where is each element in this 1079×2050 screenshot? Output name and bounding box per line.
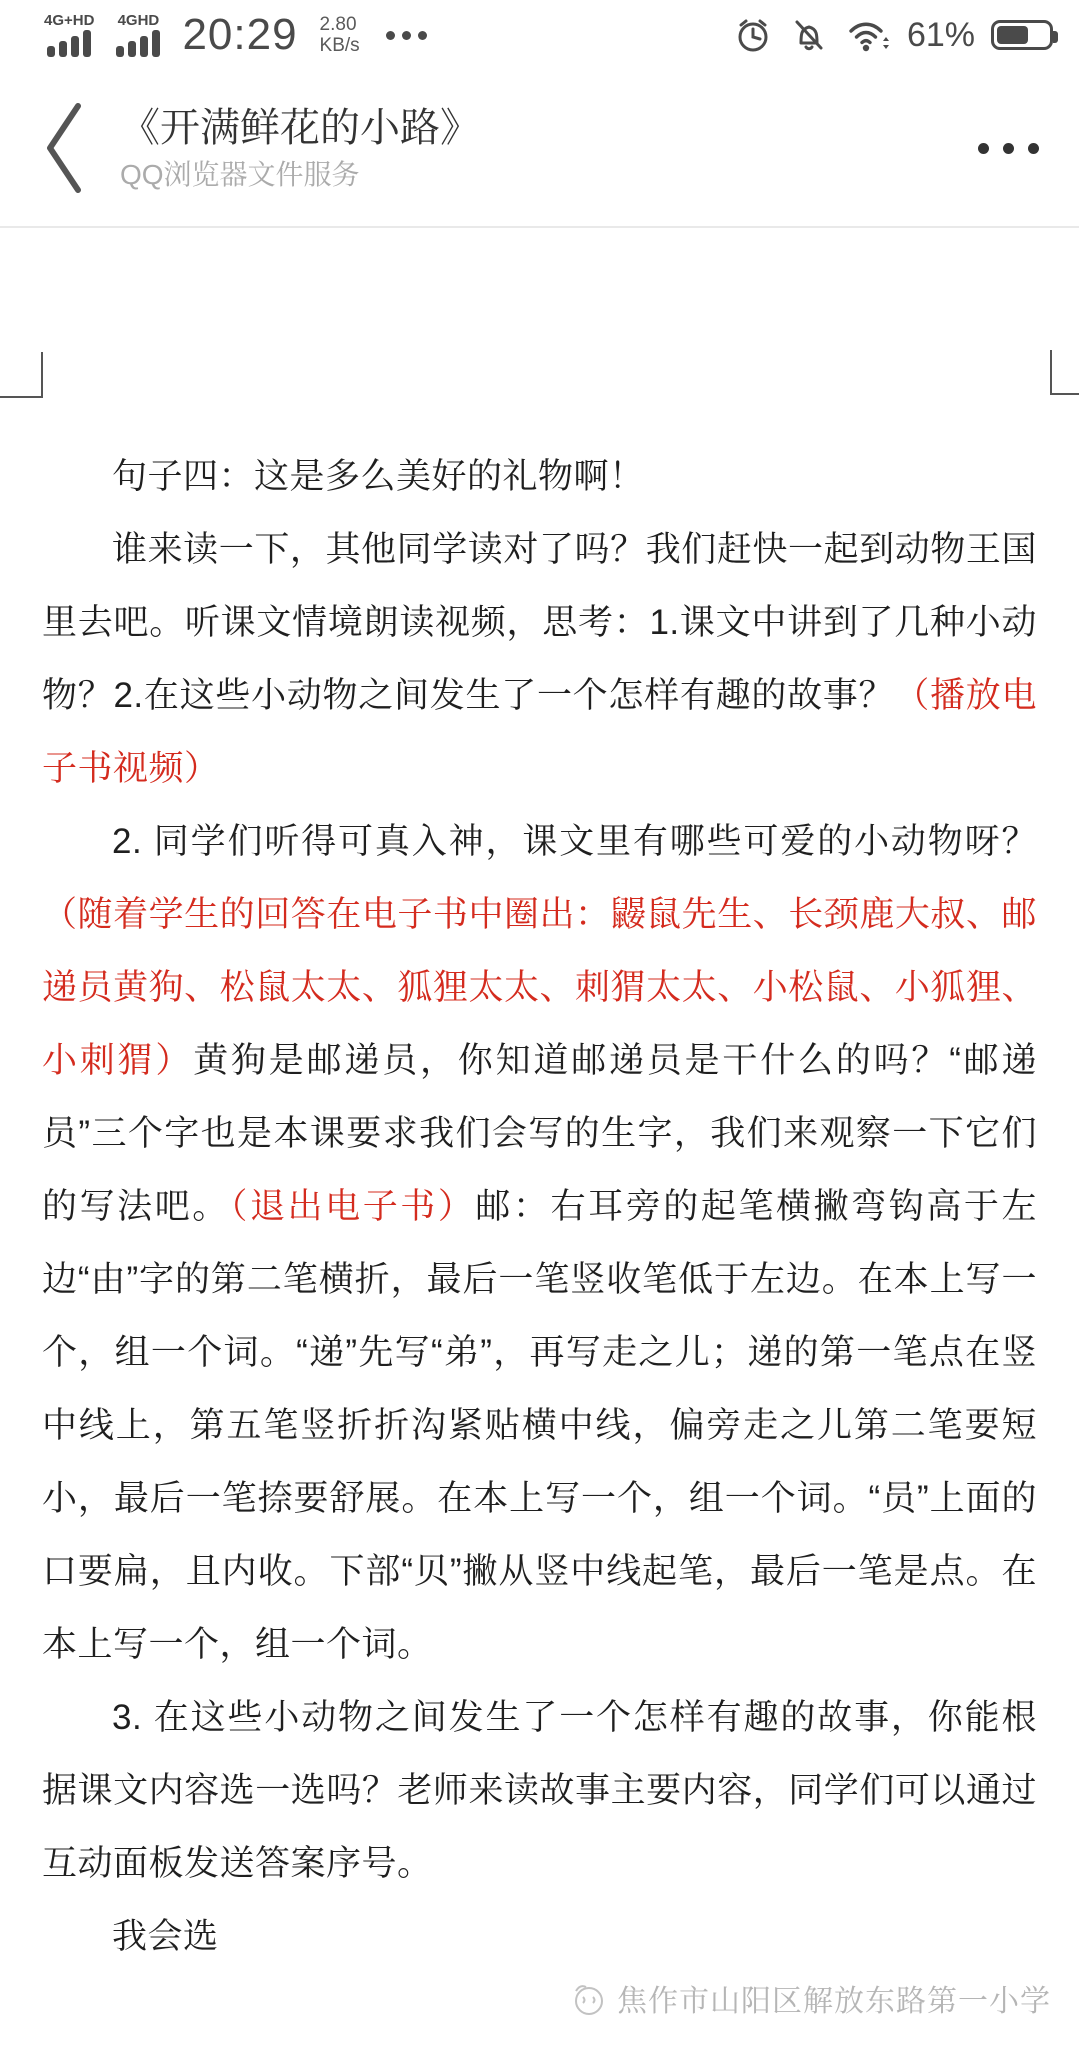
school-logo-icon — [567, 1977, 609, 2019]
teacher-note-red-text: （播放电子书视频） — [42, 676, 1037, 788]
paragraph-text: 3. 在这些小动物之间发生了一个怎样有趣的故事，你能根据课文内容选一选吗？老师来读故事主要内容，同学们可以通过互动面板发送答案序号。 — [42, 1698, 1037, 1883]
network-type-label-2: 4GHD — [117, 12, 160, 29]
more-options-button[interactable] — [968, 123, 1049, 174]
signal-bars-icon — [47, 30, 91, 57]
signal-indicator-sim1 — [44, 13, 94, 57]
signal-bars-icon — [116, 30, 160, 57]
teacher-note-red-text: （退出电子书） — [229, 1187, 476, 1226]
paragraph-text: 邮：右耳旁的起笔横撇弯钩高于左边“由”字的第二笔横折，最后一笔竖收笔低于左边。在本上写一个，组一个词。“递”先写“弟”，再写走之儿；递的第一笔点在竖中线上，第五笔竖折折沟紧贴横中线，偏旁走之儿第二笔要短小，最后一笔捺要舒展。在本上写一个，组一个词。“员”上面的口要扁，且内收。下部“贝”撇从竖中线起笔，最后一笔是点。在本上写一个，组一个词。 — [42, 1187, 1037, 1664]
page-corner-mark-right — [1050, 350, 1079, 395]
paragraph — [42, 440, 1037, 513]
watermark-text: 焦作市山阳区解放东路第一小学 — [617, 1985, 1051, 2018]
paragraph — [42, 805, 1037, 1681]
network-speed — [320, 14, 360, 56]
network-speed-unit: KB/s — [319, 35, 360, 56]
teacher-note-red-text: （随着学生的回答在电子书中圈出：鼹鼠先生、长颈鹿大叔、邮递员黄狗、松鼠太太、狐狸太太、刺猬太太、小松鼠、小狐狸、小刺猬） — [42, 895, 1037, 1080]
ellipsis-icon — [978, 143, 989, 154]
mute-bell-icon — [789, 15, 829, 55]
paragraph — [42, 1681, 1037, 1900]
page-title: 《开满鲜花的小路》 — [120, 106, 480, 150]
status-clock: 20:29 — [182, 10, 298, 59]
signal-indicator-sim2 — [116, 13, 160, 57]
document-text — [0, 228, 1079, 1973]
paragraph-text: 谁来读一下，其他同学读对了吗？我们赶快一起到动物王国里去吧。听课文情境朗读视频，思考：1.课文中讲到了几种小动物？2.在这些小动物之间发生了一个怎样有趣的故事？ — [42, 530, 1037, 715]
school-watermark — [567, 1976, 1051, 2020]
more-notifications-icon — [386, 31, 427, 40]
network-speed-value: 2.80 — [319, 14, 357, 35]
paragraph-text: 黄狗是邮递员，你知道邮递员是干什么的吗？“邮递员”三个字也是本课要求我们会写的生字，我们来观察一下它们的写法吧。 — [42, 1041, 1037, 1226]
title-bar — [0, 70, 1079, 228]
status-bar — [0, 0, 1079, 70]
wifi-icon — [845, 15, 891, 55]
document-viewer[interactable] — [0, 228, 1079, 2048]
paragraph-text: 我会选 — [112, 1917, 219, 1956]
battery-percent: 61% — [906, 15, 975, 54]
network-type-label-1: 4G+HD — [44, 12, 95, 29]
back-chevron-icon — [40, 98, 86, 198]
page-subtitle: QQ浏览器文件服务 — [120, 159, 360, 190]
back-button[interactable] — [40, 93, 96, 203]
header-titles — [120, 102, 480, 194]
paragraph — [42, 1900, 1037, 1973]
alarm-icon — [733, 15, 773, 55]
paragraph-text: 2. 同学们听得可真入神，课文里有哪些可爱的小动物呀？ — [112, 822, 1037, 861]
paragraph — [42, 513, 1037, 805]
paragraph-text: 句子四：这是多么美好的礼物啊！ — [112, 457, 645, 496]
battery-icon — [991, 20, 1053, 50]
page-corner-mark-left — [0, 352, 43, 398]
